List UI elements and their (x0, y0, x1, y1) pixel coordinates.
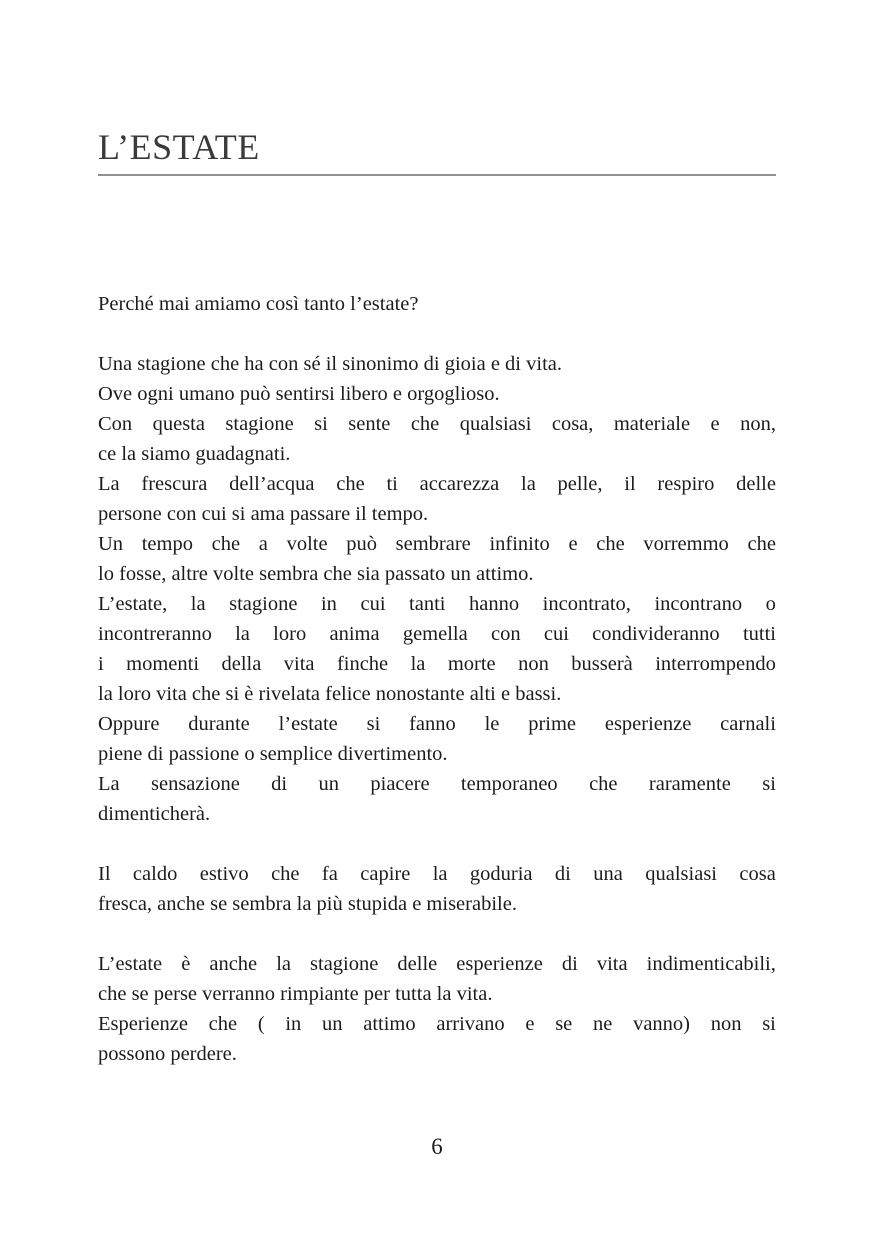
word: che (410, 413, 440, 435)
word: cosa (739, 863, 776, 885)
word: che (747, 533, 776, 555)
word: infinito (489, 533, 550, 555)
text-line (98, 619, 776, 649)
word: busserà (571, 653, 633, 675)
word: se (555, 1013, 573, 1035)
word: la (521, 473, 536, 495)
text-line (98, 529, 776, 559)
text-line: persone con cui si ama passare il tempo. (98, 503, 429, 525)
text-line (98, 469, 776, 499)
word: indimenticabili, (646, 953, 776, 975)
paragraph (98, 289, 776, 319)
word: L’estate (98, 953, 163, 975)
word: la (190, 593, 206, 615)
word: La (98, 473, 120, 495)
word: attimo (363, 1013, 416, 1035)
word: vanno) (633, 1013, 691, 1035)
text-line (98, 859, 776, 889)
word: stagione (310, 953, 379, 975)
word: in (285, 1013, 302, 1035)
word: cui (543, 623, 569, 645)
word: non (518, 653, 549, 675)
word: condivideranno (592, 623, 720, 645)
word: che (211, 533, 241, 555)
word: può (346, 533, 377, 555)
word: hanno (469, 593, 520, 615)
text-line (98, 1009, 776, 1039)
paragraph (98, 949, 776, 1069)
word: che (208, 1013, 238, 1035)
text-line: ce la siamo guadagnati. (98, 443, 291, 465)
word: carnali (720, 713, 776, 735)
word: temporaneo (460, 773, 558, 795)
word: il (624, 473, 636, 495)
word: vorremmo (643, 533, 729, 555)
word: vita (283, 653, 315, 675)
word: fa (321, 863, 338, 885)
word: ti (386, 473, 398, 495)
word: una (593, 863, 623, 885)
word: L’estate, (98, 593, 168, 615)
word: Il (98, 863, 111, 885)
word: goduria (469, 863, 533, 885)
word: frescura (141, 473, 208, 495)
word: morte (447, 653, 496, 675)
word: che (589, 773, 618, 795)
text-line: che se perse verranno rimpiante per tutta la vita. (98, 983, 493, 1005)
word: anima (329, 623, 380, 645)
title-divider (98, 174, 776, 176)
word: che (271, 863, 300, 885)
word: esperienze (604, 713, 692, 735)
word: questa (152, 413, 205, 435)
word: loro (273, 623, 307, 645)
word: i (98, 653, 104, 675)
word: Con (98, 413, 133, 435)
word: è (181, 953, 191, 975)
word: che (596, 533, 625, 555)
page-number: 6 (431, 1134, 443, 1159)
word: capire (360, 863, 411, 885)
word: un (318, 773, 339, 795)
text-line: fresca, anche se sembra la più stupida e miserabile. (98, 893, 517, 915)
title-block (98, 126, 776, 184)
word: stagione (229, 593, 298, 615)
word: la (410, 653, 426, 675)
word: La (98, 773, 120, 795)
word: incontrano (654, 593, 743, 615)
word: respiro (657, 473, 715, 495)
text-line: Una stagione che ha con sé il sinonimo di gioia e di vita. (98, 353, 562, 375)
word: cosa, (551, 413, 594, 435)
word: esperienze (456, 953, 543, 975)
text-line (98, 949, 776, 979)
text-line: possono perdere. (98, 1043, 237, 1065)
word: sente (348, 413, 391, 435)
word: interrompendo (655, 653, 776, 675)
word: Esperienze (98, 1013, 188, 1035)
text-line: lo fosse, altre volte sembra che sia passato un attimo. (98, 563, 534, 585)
word: si (366, 713, 381, 735)
body-text (98, 289, 776, 1069)
word: di (561, 953, 578, 975)
word: di (554, 863, 571, 885)
text-line (98, 769, 776, 799)
word: delle (736, 473, 776, 495)
word: sembrare (395, 533, 471, 555)
word: delle (397, 953, 438, 975)
word: stagione (225, 413, 294, 435)
word: non, (740, 413, 776, 435)
word: l’estate (278, 713, 338, 735)
word: si (762, 773, 776, 795)
word: incontrato, (542, 593, 631, 615)
word: di (271, 773, 288, 795)
word: tempo (141, 533, 193, 555)
word: le (484, 713, 500, 735)
word: durante (188, 713, 250, 735)
text-line: la loro vita che si è rivelata felice nonostante alti e bassi. (98, 683, 562, 705)
word: e (710, 413, 720, 435)
text-line (98, 589, 776, 619)
word: un (322, 1013, 343, 1035)
word: ne (593, 1013, 613, 1035)
word: vita (596, 953, 628, 975)
text-line (98, 409, 776, 439)
word: prime (528, 713, 577, 735)
word: fanno (409, 713, 456, 735)
word: o (765, 593, 776, 615)
paragraph (98, 349, 776, 829)
word: accarezza (419, 473, 500, 495)
word: non (710, 1013, 742, 1035)
word: momenti (126, 653, 200, 675)
word: in (320, 593, 337, 615)
word: la (235, 623, 250, 645)
word: Oppure (98, 713, 160, 735)
word: estivo (199, 863, 249, 885)
word: materiale (613, 413, 691, 435)
word: e (525, 1013, 535, 1035)
word: pelle, (557, 473, 603, 495)
word: volte (286, 533, 328, 555)
word: incontreranno (98, 623, 212, 645)
paragraph (98, 859, 776, 919)
word: dell’acqua (229, 473, 315, 495)
word: si (314, 413, 328, 435)
text-line: Ove ogni umano può sentirsi libero e orgoglioso. (98, 383, 500, 405)
word: si (762, 1013, 776, 1035)
text-line: dimenticherà. (98, 803, 211, 825)
word: che (336, 473, 365, 495)
word: arrivano (436, 1013, 505, 1035)
text-line: piene di passione o semplice divertimento. (98, 743, 448, 765)
word: con (490, 623, 521, 645)
text-line (98, 649, 776, 679)
text-line (98, 709, 776, 739)
word: raramente (648, 773, 731, 795)
word: a (258, 533, 268, 555)
word: la (276, 953, 291, 975)
word: qualsiasi (459, 413, 532, 435)
word: qualsiasi (645, 863, 718, 885)
word: e (568, 533, 578, 555)
word: gemella (402, 623, 468, 645)
page-title: L’ESTATE (98, 127, 260, 167)
word: la (432, 863, 448, 885)
word: Un (98, 533, 124, 555)
word: tutti (742, 623, 776, 645)
text-line: Perché mai amiamo così tanto l’estate? (98, 293, 419, 315)
word: piacere (370, 773, 430, 795)
word: della (221, 653, 262, 675)
word: caldo (132, 863, 178, 885)
word: finche (336, 653, 389, 675)
word: sensazione (151, 773, 240, 795)
word: tanti (409, 593, 446, 615)
word: anche (209, 953, 258, 975)
word: cui (360, 593, 386, 615)
word: ( (257, 1013, 265, 1035)
